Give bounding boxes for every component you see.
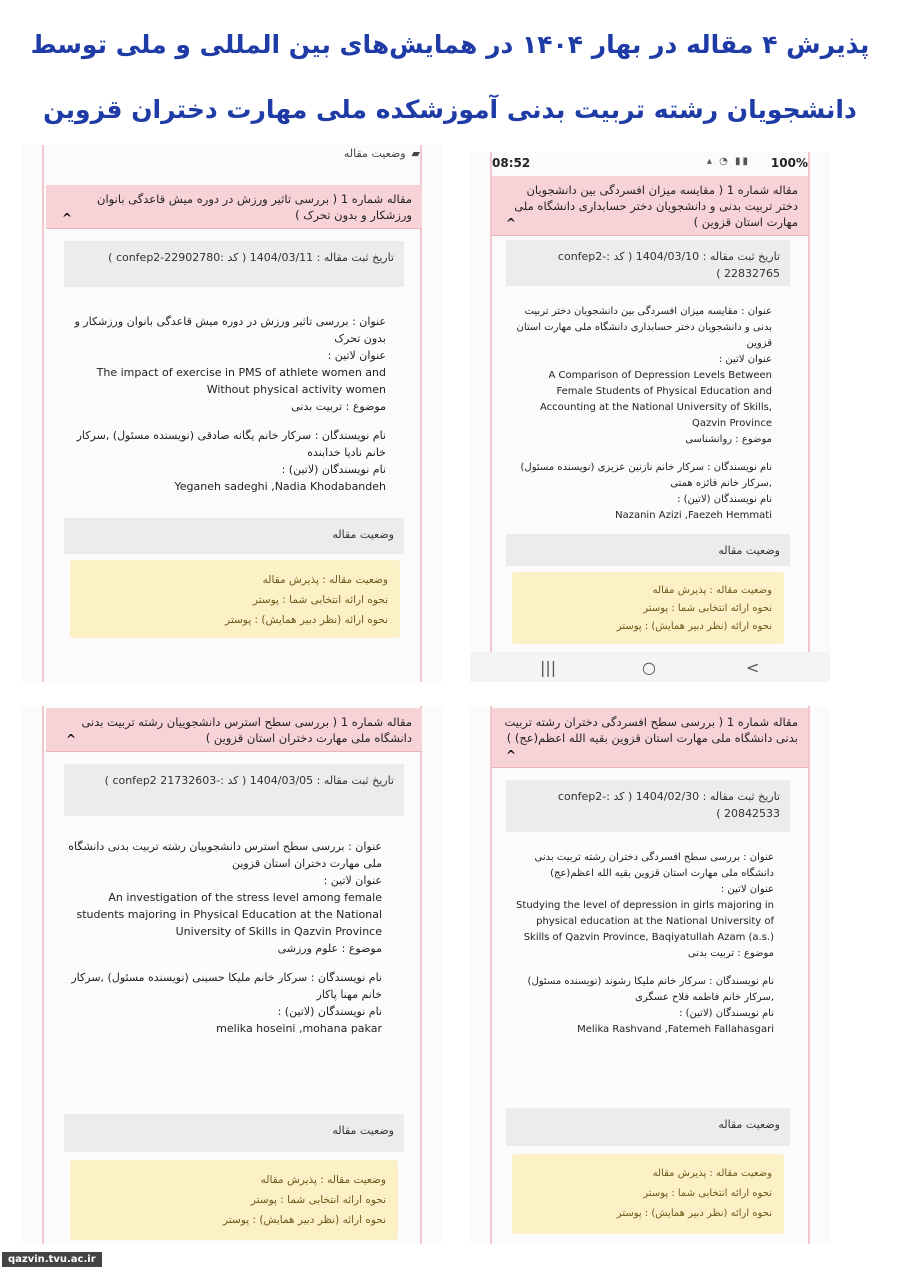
presentation-decision: نحوه ارائه (نظر دبیر همایش) : پوستر xyxy=(225,614,388,626)
title-en: The impact of exercise in PMS of athlete women and Without physical activity women xyxy=(96,366,386,396)
authors-en: Nazanin Azizi ,Faezeh Hemmati xyxy=(615,510,772,521)
status-accepted: وضعیت مقاله : پذیرش مقاله xyxy=(262,574,388,586)
article-header[interactable] xyxy=(46,185,422,229)
article-header[interactable] xyxy=(492,176,808,236)
presentation-choice: نحوه ارائه انتخابی شما : پوستر xyxy=(643,603,772,614)
status-section-bar: وضعیت مقاله xyxy=(64,518,404,554)
title-en-label: عنوان لاتین : xyxy=(323,874,382,887)
screenshot-article-4 xyxy=(470,706,830,1244)
presentation-decision: نحوه ارائه (نظر دبیر همایش) : پوستر xyxy=(616,1208,772,1219)
headline-line-1: پذیرش ۴ مقاله در بهار ۱۴۰۴ در همایش‌های بین المللی و ملی توسط xyxy=(30,30,870,59)
chevron-up-icon[interactable]: ^ xyxy=(62,211,73,225)
status-box xyxy=(70,560,400,638)
signal-wifi-icons: ▴ ◔ ▮▮ xyxy=(706,156,750,167)
status-box xyxy=(70,1160,398,1240)
authors-en-label: نام نویسندگان (لاتین) : xyxy=(281,463,386,476)
screenshot-article-2 xyxy=(470,152,830,682)
article-details xyxy=(510,304,772,524)
authors-en-label: نام نویسندگان (لاتین) : xyxy=(679,1008,774,1019)
authors-en-label: نام نویسندگان (لاتین) : xyxy=(277,1005,382,1018)
status-box xyxy=(512,1154,784,1234)
authors-en: Yeganeh sadeghi ,Nadia Khodabandeh xyxy=(174,480,386,493)
authors: نام نویسندگان : سرکار خانم ملیکا حسینی (نویسنده مسئول) ,سرکار خانم مهنا پاکار xyxy=(71,971,382,1001)
chevron-up-icon[interactable]: ^ xyxy=(66,732,77,746)
authors: نام نویسندگان : سرکار خانم نازنین عزیزی (نویسنده مسئول) ,سرکار خانم فائزه همتی xyxy=(520,462,772,489)
authors-en-label: نام نویسندگان (لاتین) : xyxy=(677,494,772,505)
status-section-bar: وضعیت مقاله xyxy=(506,1108,790,1146)
status-section-top-label: وضعیت مقاله xyxy=(343,147,406,160)
authors: نام نویسندگان : سرکار خانم یگانه صادقی (نویسنده مسئول) ,سرکار خانم نادیا خدابنده xyxy=(76,429,386,459)
presentation-choice: نحوه ارائه انتخابی شما : پوستر xyxy=(643,1188,772,1199)
status-section-top xyxy=(44,147,420,167)
back-button[interactable]: < xyxy=(746,658,760,677)
status-section-bar: وضعیت مقاله xyxy=(506,534,790,566)
topic: موضوع : روانشناسی xyxy=(685,434,772,445)
article-header[interactable] xyxy=(46,708,422,752)
title-en: Studying the level of depression in girls majoring in physical education at the National University of Skills of Qazvin Province, Baqiyatullah Azam (a.s.) xyxy=(516,900,774,943)
site-credit: qazvin.tvu.ac.ir xyxy=(2,1252,102,1267)
authors-en: melika hoseini ,mohana pakar xyxy=(216,1022,382,1035)
topic: موضوع : تربیت بدنی xyxy=(291,400,386,413)
battery-level: 100% xyxy=(770,156,808,170)
chevron-up-icon[interactable]: ^ xyxy=(506,216,517,230)
status-accepted: وضعیت مقاله : پذیرش مقاله xyxy=(652,1168,772,1179)
date-code-box: تاریخ ثبت مقاله : 1404/03/11 ( کد :confep2-22902780 ) xyxy=(64,241,404,287)
title-fa: عنوان : بررسی تاثیر ورزش در دوره میش قاعدگی بانوان ورزشکار و بدون تحرک xyxy=(74,315,386,345)
title-fa: عنوان : بررسی سطح استرس دانشجوییان رشته تربیت بدنی دانشگاه ملی مهارت دختران استان قزوین xyxy=(68,840,382,870)
topic: موضوع : تربیت بدنی xyxy=(687,948,774,959)
screenshot-article-3 xyxy=(22,706,442,1244)
status-accepted: وضعیت مقاله : پذیرش مقاله xyxy=(652,585,772,596)
chevron-up-icon[interactable]: ^ xyxy=(506,748,517,762)
title-en: A Comparison of Depression Levels Between Female Students of Physical Education and Accounting at the National University of Skills, Qazvin Province xyxy=(540,370,772,429)
title-fa: عنوان : مقایسه میزان افسردگی بین دانشجویان دختر تربیت بدنی و دانشجویان دختر حسابداری دانشگاه ملی مهارت استان قزوین xyxy=(516,306,772,349)
article-header-text: مقاله شماره 1 ( مقایسه میزان افسردگی بین دانشجویان دختر تربیت بدنی و دانشجویان دختر حسابداری دانشگاه ملی مهارت استان قزوین ) xyxy=(514,183,798,229)
article-details xyxy=(64,838,382,1037)
presentation-decision: نحوه ارائه (نظر دبیر همایش) : پوستر xyxy=(223,1214,386,1226)
authors-en: Melika Rashvand ,Fatemeh Fallahasgari xyxy=(577,1024,774,1035)
article-header-text: مقاله شماره 1 ( بررسی تاثیر ورزش در دوره میش قاعدگی بانوان ورزشکار و بدون تحرک ) xyxy=(97,192,412,222)
title-en-label: عنوان لاتین : xyxy=(327,349,386,362)
article-details xyxy=(64,313,386,495)
headline-line-2: دانشجویان رشته تربیت بدنی آموزشکده ملی مهارت دختران قزوین xyxy=(43,95,857,124)
topic: موضوع : علوم ورزشی xyxy=(277,942,382,955)
screenshot-article-1 xyxy=(22,145,442,682)
date-code-box: تاریخ ثبت مقاله : 1404/02/30 ( کد :-confep2 20842533 ) xyxy=(506,780,790,832)
recent-apps-button[interactable]: ||| xyxy=(540,658,557,677)
status-section-bar: وضعیت مقاله xyxy=(64,1114,404,1152)
title-en-label: عنوان لاتین : xyxy=(720,884,774,895)
article-details xyxy=(510,850,774,1038)
title-fa: عنوان : بررسی سطح افسردگی دختران رشته تربیت بدنی دانشگاه ملی مهارت استان قزوین بقیه الله اعظم(عج) xyxy=(534,852,774,879)
presentation-choice: نحوه ارائه انتخابی شما : پوستر xyxy=(250,1194,386,1206)
status-time: 08:52 xyxy=(492,156,531,170)
android-nav-bar xyxy=(470,652,830,682)
folder-icon: ▰ xyxy=(411,147,420,160)
authors: نام نویسندگان : سرکار خانم ملیکا رشوند (نویسنده مسئول) ,سرکار خانم فاطمه فلاح عسگری xyxy=(527,976,774,1003)
article-header[interactable] xyxy=(492,708,808,768)
date-code-box: تاریخ ثبت مقاله : 1404/03/10 ( کد :-confep2 22832765 ) xyxy=(506,240,790,286)
article-header-text: مقاله شماره 1 ( بررسی سطح استرس دانشجوییان رشته تربیت بدنی دانشگاه ملی مهارت دختران استان قزوین ) xyxy=(81,715,412,745)
phone-status-bar xyxy=(470,152,830,174)
title-en-label: عنوان لاتین : xyxy=(718,354,772,365)
presentation-choice: نحوه ارائه انتخابی شما : پوستر xyxy=(252,594,388,606)
title-en: An investigation of the stress level among female students majoring in Physical Education at the National University of Skills in Qazvin Province xyxy=(76,891,382,938)
status-accepted: وضعیت مقاله : پذیرش مقاله xyxy=(260,1174,386,1186)
presentation-decision: نحوه ارائه (نظر دبیر همایش) : پوستر xyxy=(616,621,772,632)
status-box xyxy=(512,572,784,644)
article-header-text: مقاله شماره 1 ( بررسی سطح افسردگی دختران رشته تربیت بدنی دانشگاه ملی مهارت استان قزوین بقیه الله اعظم(عج) ) xyxy=(504,715,798,745)
home-button[interactable]: ○ xyxy=(642,658,656,677)
date-code-box: تاریخ ثبت مقاله : 1404/03/05 ( کد :-confep2 21732603 ) xyxy=(64,764,404,816)
